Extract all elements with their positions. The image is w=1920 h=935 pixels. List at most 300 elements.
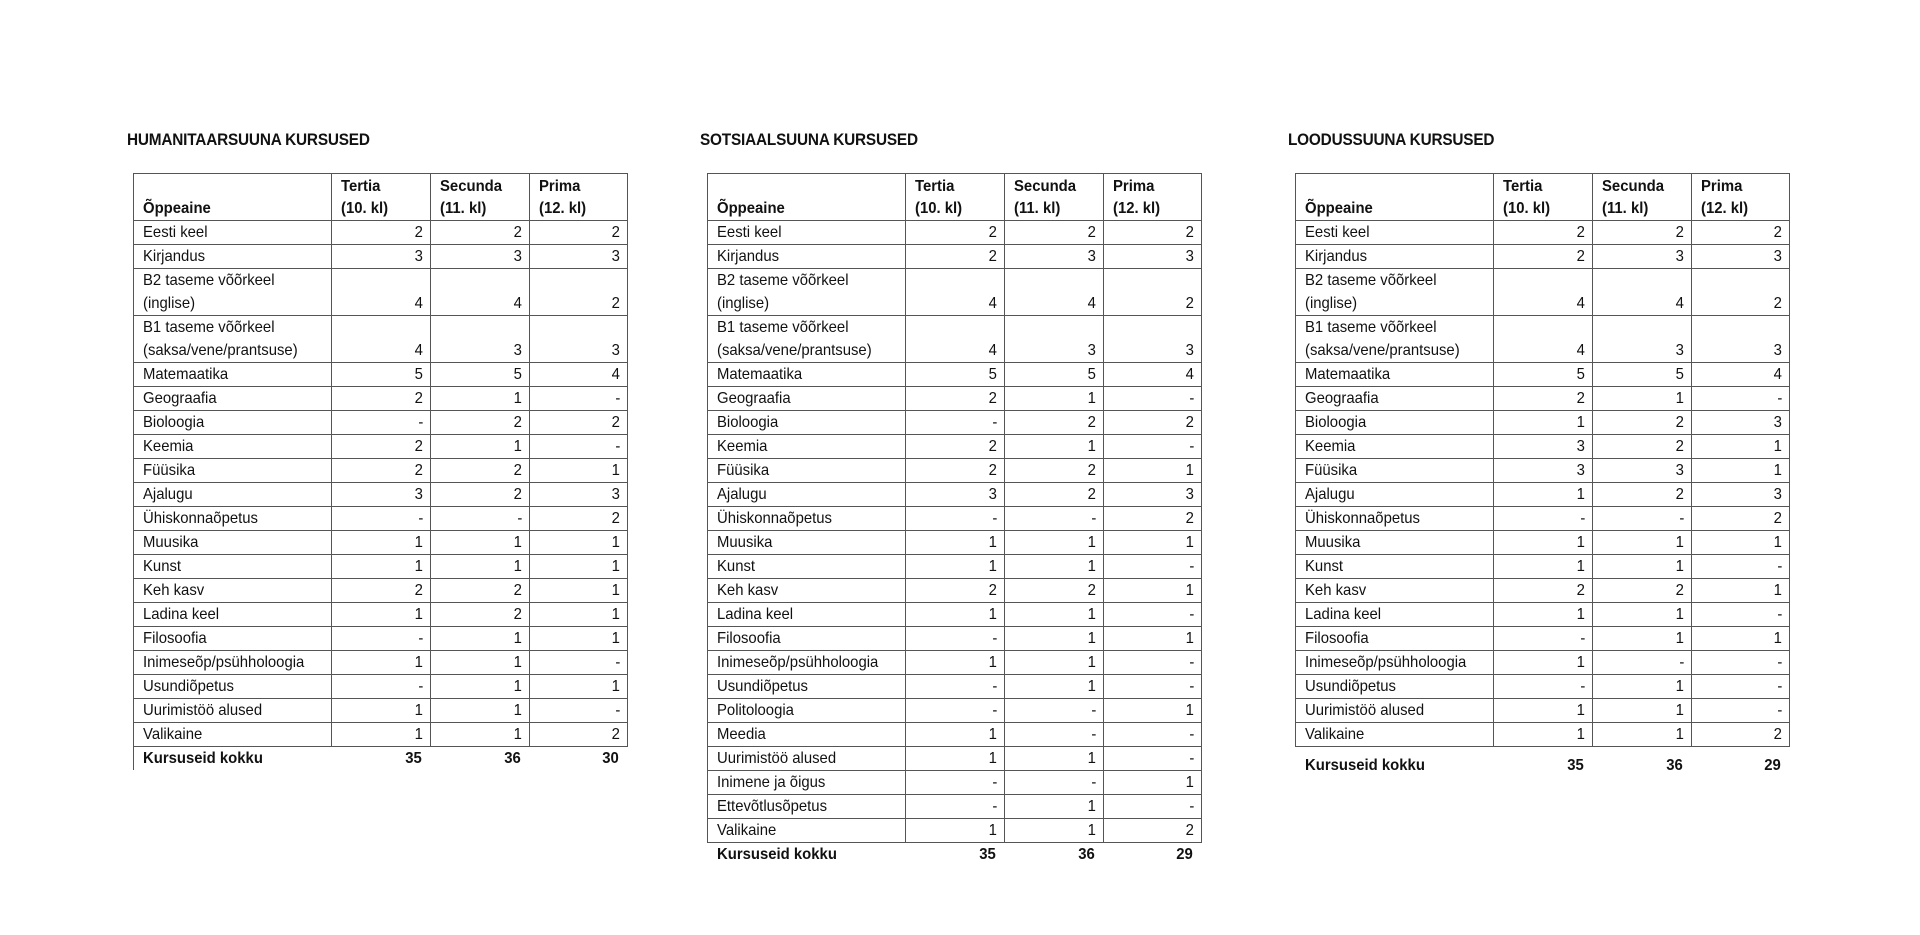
subject-cell: Matemaatika [708,363,906,387]
table-row [134,435,628,459]
subject-cell: Keh kasv [1296,579,1494,603]
tertia-cell: 1 [906,555,1005,579]
secunda-cell: 2 [1593,579,1692,603]
subject-cell: Kunst [1296,555,1494,579]
total-prima: 29 [1763,757,1781,774]
subject-cell: Meedia [708,723,906,747]
tertia-cell: 2 [332,459,431,483]
table-row [708,771,1202,795]
secunda-cell: 1 [1593,699,1692,723]
table-row [1296,675,1790,699]
subject-cell: Bioloogia [1296,411,1494,435]
prima-cell: 1 [1104,699,1202,723]
tertia-cell: 2 [1494,245,1593,269]
prima-cell: 3 [1104,245,1202,269]
prima-cell: 3 [530,316,628,363]
table-row [708,627,1202,651]
subject-cell: Geograafia [1296,387,1494,411]
table-row [708,603,1202,627]
prima-cell: 2 [1104,269,1202,316]
prima-cell: 2 [1692,507,1790,531]
tertia-cell: - [332,507,431,531]
table-row [708,387,1202,411]
secunda-cell: - [1593,651,1692,675]
secunda-cell: 2 [431,579,530,603]
total-tertia: 35 [404,750,422,767]
table-row [1296,723,1790,747]
tertia-cell: 5 [1494,363,1593,387]
prima-cell: 2 [1104,221,1202,245]
tertia-cell: - [332,675,431,699]
table-row [134,269,628,316]
secunda-cell: 1 [431,531,530,555]
prima-cell: 2 [530,221,628,245]
secunda-cell: 2 [431,411,530,435]
table-row [134,245,628,269]
subject-cell: B2 taseme võõrkeel (inglise) [1296,269,1494,316]
secunda-cell: 5 [1005,363,1104,387]
header-secunda: Secunda (11. kl) [1593,174,1692,221]
total-tertia: 35 [978,846,996,863]
table-row [134,507,628,531]
prima-cell: - [1692,651,1790,675]
tertia-cell: 4 [1494,269,1593,316]
tertia-cell: 1 [906,651,1005,675]
tertia-cell: 2 [906,459,1005,483]
secunda-cell: 3 [1005,316,1104,363]
header-subject: Õppeaine [1296,174,1494,221]
subject-cell: Eesti keel [708,221,906,245]
tertia-cell: - [1494,507,1593,531]
total-label: Kursuseid kokku [134,747,332,771]
total-prima: 29 [1175,846,1193,863]
tertia-cell: - [906,627,1005,651]
tertia-cell: - [906,795,1005,819]
secunda-cell: 2 [1005,411,1104,435]
total-secunda: 36 [1077,846,1095,863]
subject-cell: Matemaatika [1296,363,1494,387]
subject-cell: Uurimistöö alused [1296,699,1494,723]
prima-cell: 2 [530,411,628,435]
tertia-cell: 1 [906,819,1005,843]
total-secunda: 36 [503,750,521,767]
table-row [1296,269,1790,316]
prima-cell: - [1104,651,1202,675]
subject-cell: Usundiõpetus [1296,675,1494,699]
secunda-cell: 2 [1593,411,1692,435]
totals-row [1296,747,1790,778]
header-secunda: Secunda (11. kl) [1005,174,1104,221]
prima-cell: 1 [1692,435,1790,459]
secunda-cell: 3 [431,245,530,269]
header-secunda: Secunda (11. kl) [431,174,530,221]
prima-cell: 1 [1104,771,1202,795]
section-title-humanitaar: HUMANITAARSUUNA KURSUSED [127,131,370,149]
tertia-cell: - [906,675,1005,699]
prima-cell: - [530,699,628,723]
secunda-cell: 2 [1005,221,1104,245]
subject-cell: Politoloogia [708,699,906,723]
tertia-cell: 5 [906,363,1005,387]
prima-cell: 3 [530,483,628,507]
prima-cell: - [1104,795,1202,819]
prima-cell: 4 [530,363,628,387]
subject-cell: Muusika [1296,531,1494,555]
secunda-cell: 3 [1005,245,1104,269]
secunda-cell: 5 [431,363,530,387]
section-title-sotsiaal: SOTSIAALSUUNA KURSUSED [700,131,918,149]
secunda-cell: 1 [1593,723,1692,747]
subject-cell: Muusika [134,531,332,555]
table-row [134,316,628,363]
header-subject: Õppeaine [708,174,906,221]
prima-cell: 3 [530,245,628,269]
table-row [134,531,628,555]
total-tertia: 35 [1566,757,1584,774]
totals-row [708,843,1202,867]
subject-cell: Muusika [708,531,906,555]
prima-cell: 2 [530,507,628,531]
table-row [1296,459,1790,483]
tertia-cell: 1 [332,603,431,627]
humanitaar-courses-table [133,173,628,770]
prima-cell: - [1104,723,1202,747]
table-row [134,459,628,483]
subject-cell: Filosoofia [708,627,906,651]
secunda-cell: 2 [1005,459,1104,483]
table-row [708,579,1202,603]
subject-cell: Filosoofia [134,627,332,651]
tertia-cell: - [332,411,431,435]
table-row [134,651,628,675]
prima-cell: - [1104,675,1202,699]
secunda-cell: 1 [1005,675,1104,699]
table-row [708,316,1202,363]
secunda-cell: 1 [1593,627,1692,651]
tertia-cell: 2 [332,579,431,603]
subject-cell: Keemia [1296,435,1494,459]
subject-cell: Bioloogia [134,411,332,435]
subject-cell: Valikaine [708,819,906,843]
prima-cell: 1 [530,579,628,603]
subject-cell: Uurimistöö alused [708,747,906,771]
subject-cell: Kirjandus [134,245,332,269]
subject-cell: Kunst [134,555,332,579]
loodus-courses-table [1295,173,1790,777]
secunda-cell: 3 [1593,245,1692,269]
secunda-cell: 4 [1593,269,1692,316]
header-row [708,174,1202,221]
tertia-cell: 3 [332,483,431,507]
table-row [708,459,1202,483]
subject-cell: Matemaatika [134,363,332,387]
tertia-cell: 1 [906,723,1005,747]
secunda-cell: 1 [431,699,530,723]
tertia-cell: - [1494,627,1593,651]
header-prima: Prima (12. kl) [1692,174,1790,221]
prima-cell: - [1104,435,1202,459]
prima-cell: 4 [1692,363,1790,387]
table-row [708,269,1202,316]
tertia-cell: - [1494,675,1593,699]
subject-cell: Füüsika [1296,459,1494,483]
subject-cell: Uurimistöö alused [134,699,332,723]
prima-cell: - [1104,555,1202,579]
table-row [134,627,628,651]
subject-cell: Usundiõpetus [134,675,332,699]
subject-cell: Ajalugu [134,483,332,507]
header-prima: Prima (12. kl) [1104,174,1202,221]
tertia-cell: 1 [332,651,431,675]
subject-cell: Bioloogia [708,411,906,435]
table-row [708,699,1202,723]
subject-cell: Ladina keel [134,603,332,627]
subject-cell: B2 taseme võõrkeel (inglise) [134,269,332,316]
prima-cell: 3 [1104,316,1202,363]
tertia-cell: 1 [906,603,1005,627]
subject-cell: Geograafia [708,387,906,411]
prima-cell: - [1692,555,1790,579]
tertia-cell: 4 [906,316,1005,363]
table-row [1296,651,1790,675]
table-row [134,555,628,579]
table-row [708,411,1202,435]
total-label: Kursuseid kokku [1304,757,1425,774]
secunda-cell: 5 [1593,363,1692,387]
table-row [134,603,628,627]
totals-row [134,747,628,771]
table-row [1296,411,1790,435]
subject-cell: Ladina keel [1296,603,1494,627]
secunda-cell: 2 [431,483,530,507]
tertia-cell: 2 [906,245,1005,269]
subject-cell: Keemia [134,435,332,459]
header-row [134,174,628,221]
prima-cell: - [1104,603,1202,627]
tertia-cell: 2 [332,387,431,411]
table-row [708,747,1202,771]
prima-cell: - [530,435,628,459]
secunda-cell: 3 [431,316,530,363]
tertia-cell: 3 [1494,459,1593,483]
tertia-cell: - [906,699,1005,723]
secunda-cell: 3 [1593,316,1692,363]
secunda-cell: - [1005,507,1104,531]
table-row [1296,245,1790,269]
tertia-cell: 2 [1494,387,1593,411]
table-row [708,435,1202,459]
secunda-cell: 1 [1005,795,1104,819]
header-row [1296,174,1790,221]
tertia-cell: 2 [1494,221,1593,245]
table-row [1296,387,1790,411]
table-row [1296,555,1790,579]
table-row [708,507,1202,531]
subject-cell: Füüsika [134,459,332,483]
table-row [134,483,628,507]
secunda-cell: - [1005,723,1104,747]
table-row [708,723,1202,747]
table-row [708,483,1202,507]
secunda-cell: 1 [1593,555,1692,579]
table-row [1296,435,1790,459]
total-label: Kursuseid kokku [716,846,837,863]
tertia-cell: 1 [1494,483,1593,507]
prima-cell: 3 [1692,316,1790,363]
prima-cell: 2 [1692,269,1790,316]
table-row [708,795,1202,819]
subject-cell: Ettevõtlusõpetus [708,795,906,819]
prima-cell: 2 [1104,411,1202,435]
tertia-cell: 1 [1494,531,1593,555]
secunda-cell: 1 [431,675,530,699]
tertia-cell: 1 [332,699,431,723]
tertia-cell: - [906,507,1005,531]
secunda-cell: 1 [1593,603,1692,627]
tertia-cell: 1 [332,555,431,579]
table-row [708,819,1202,843]
tertia-cell: 2 [906,579,1005,603]
table-row [1296,627,1790,651]
secunda-cell: 1 [1593,387,1692,411]
secunda-cell: 2 [431,603,530,627]
subject-cell: Inimeseõp/psühholoogia [1296,651,1494,675]
subject-cell: Filosoofia [1296,627,1494,651]
tertia-cell: 4 [332,316,431,363]
prima-cell: 1 [1104,627,1202,651]
secunda-cell: 1 [1005,627,1104,651]
prima-cell: 2 [1104,507,1202,531]
tertia-cell: 5 [332,363,431,387]
subject-cell: Valikaine [1296,723,1494,747]
table-row [708,531,1202,555]
table-row [1296,483,1790,507]
table-row [1296,579,1790,603]
table-row [134,675,628,699]
secunda-cell: 2 [1593,435,1692,459]
tertia-cell: 1 [1494,555,1593,579]
prima-cell: 1 [1104,579,1202,603]
prima-cell: - [1692,387,1790,411]
secunda-cell: 1 [1593,531,1692,555]
table-row [708,221,1202,245]
table-row [1296,507,1790,531]
prima-cell: 1 [1692,579,1790,603]
secunda-cell: 4 [1005,269,1104,316]
subject-cell: Inimene ja õigus [708,771,906,795]
table-row [1296,531,1790,555]
subject-cell: B2 taseme võõrkeel (inglise) [708,269,906,316]
prima-cell: 3 [1692,411,1790,435]
tertia-cell: - [906,771,1005,795]
secunda-cell: 1 [1005,531,1104,555]
header-tertia: Tertia (10. kl) [332,174,431,221]
secunda-cell: 2 [1005,483,1104,507]
secunda-cell: 1 [1593,675,1692,699]
tertia-cell: 4 [332,269,431,316]
table-row [1296,699,1790,723]
table-row [134,387,628,411]
tertia-cell: 1 [1494,699,1593,723]
prima-cell: 3 [1692,483,1790,507]
prima-cell: - [530,387,628,411]
header-tertia: Tertia (10. kl) [906,174,1005,221]
subject-cell: Ühiskonnaõpetus [708,507,906,531]
subject-cell: Eesti keel [1296,221,1494,245]
table-row [1296,363,1790,387]
total-secunda: 36 [1665,757,1683,774]
secunda-cell: 2 [1005,579,1104,603]
prima-cell: - [530,651,628,675]
secunda-cell: - [1005,771,1104,795]
tertia-cell: 3 [906,483,1005,507]
prima-cell: 2 [1104,819,1202,843]
prima-cell: 3 [1692,245,1790,269]
prima-cell: 2 [1692,723,1790,747]
subject-cell: Ajalugu [1296,483,1494,507]
table-row [134,579,628,603]
secunda-cell: 2 [431,459,530,483]
subject-cell: Ajalugu [708,483,906,507]
prima-cell: - [1104,387,1202,411]
header-subject: Õppeaine [134,174,332,221]
subject-cell: B1 taseme võõrkeel (saksa/vene/prantsuse) [708,316,906,363]
prima-cell: 1 [530,675,628,699]
tertia-cell: 2 [1494,579,1593,603]
secunda-cell: 1 [431,723,530,747]
secunda-cell: 1 [1005,651,1104,675]
secunda-cell: - [431,507,530,531]
secunda-cell: - [1005,699,1104,723]
secunda-cell: 1 [1005,747,1104,771]
tertia-cell: 1 [1494,723,1593,747]
table-row [708,675,1202,699]
prima-cell: 1 [530,627,628,651]
subject-cell: Geograafia [134,387,332,411]
tertia-cell: 1 [906,747,1005,771]
subject-cell: Kirjandus [708,245,906,269]
table-row [708,363,1202,387]
table-row [708,555,1202,579]
secunda-cell: 1 [1005,435,1104,459]
prima-cell: - [1104,747,1202,771]
tertia-cell: 2 [906,435,1005,459]
tertia-cell: 1 [906,531,1005,555]
subject-cell: Ühiskonnaõpetus [134,507,332,531]
subject-cell: Kirjandus [1296,245,1494,269]
prima-cell: 1 [1692,531,1790,555]
secunda-cell: 1 [1005,603,1104,627]
subject-cell: Ladina keel [708,603,906,627]
header-tertia: Tertia (10. kl) [1494,174,1593,221]
prima-cell: - [1692,675,1790,699]
secunda-cell: 1 [431,555,530,579]
sotsiaal-courses-table [707,173,1202,866]
prima-cell: 1 [530,531,628,555]
tertia-cell: 1 [1494,603,1593,627]
prima-cell: 1 [1692,459,1790,483]
tertia-cell: 3 [1494,435,1593,459]
secunda-cell: 2 [431,221,530,245]
prima-cell: 1 [1104,531,1202,555]
tertia-cell: 4 [906,269,1005,316]
tertia-cell: 2 [332,221,431,245]
tertia-cell: - [332,627,431,651]
prima-cell: 1 [1692,627,1790,651]
section-title-loodus: LOODUSSUUNA KURSUSED [1288,131,1495,149]
tertia-cell: 2 [906,221,1005,245]
secunda-cell: 1 [431,651,530,675]
